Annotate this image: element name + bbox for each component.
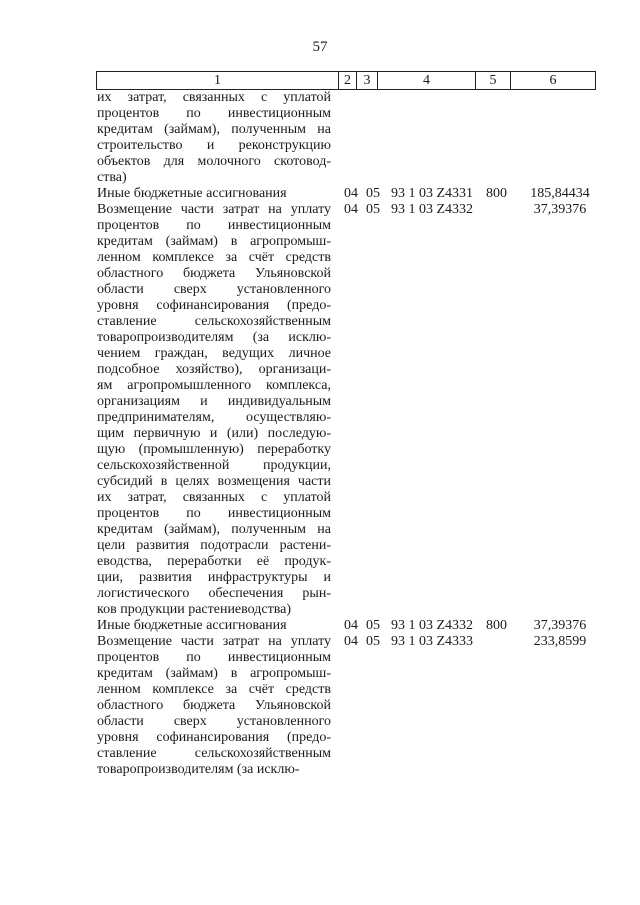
description-line: цели развития подотрасли растени- — [97, 538, 331, 553]
description-line: щим первичную и (или) последую- — [97, 426, 331, 441]
description-line: их затрат, связанных с уплатой — [97, 490, 331, 505]
description-line: еводства, переработки её продук- — [97, 554, 331, 569]
row-codes — [344, 186, 526, 202]
row-amount: 185,84434 — [530, 186, 590, 201]
row-codes — [344, 90, 526, 106]
column-header-1: 1 — [97, 72, 339, 89]
table-row — [0, 90, 640, 186]
description-line: их затрат, связанных с уплатой — [97, 90, 331, 105]
description-line: чением граждан, ведущих личное — [97, 346, 331, 361]
description-line: процентов по инвестиционным — [97, 106, 331, 121]
description-line: организациям и индивидуальным — [97, 394, 331, 409]
description-line: ства) — [97, 170, 127, 185]
table-row — [0, 634, 640, 778]
table-body — [0, 90, 640, 778]
table-row — [0, 202, 640, 618]
section-code: 04 — [344, 634, 358, 649]
description-line: процентов по инвестиционным — [97, 218, 331, 233]
table-header — [96, 71, 596, 90]
row-codes — [344, 202, 526, 218]
description-line: ленном комплексе за счёт средств — [97, 250, 331, 265]
column-header-6: 6 — [549, 73, 557, 88]
section-code: 04 — [344, 202, 358, 217]
subsection-code: 05 — [366, 202, 380, 217]
description-line: товаропроизводителям (за исклю- — [97, 330, 331, 345]
description-line: ков продукции растениеводства) — [97, 602, 292, 617]
description-line: объектов для молочного скотовод- — [97, 154, 331, 169]
row-description — [97, 186, 331, 202]
column-header-3: 3 — [357, 72, 378, 89]
section-code: 04 — [344, 186, 358, 201]
row-description — [97, 90, 331, 186]
description-line: кредитам (займам), полученным на — [97, 522, 331, 537]
table-row — [0, 618, 640, 634]
description-line: предпринимателям, осуществляю- — [97, 410, 331, 425]
description-line: ставление сельскохозяйственным — [97, 314, 331, 329]
target-article-code: 93 1 03 Z4332 — [391, 202, 474, 217]
subsection-code: 05 — [366, 618, 380, 633]
description-line: щую (промышленную) переработку — [97, 442, 331, 457]
description-line: ции, развития инфраструктуры и — [97, 570, 331, 585]
subsection-code: 05 — [366, 186, 380, 201]
description-line: областного бюджета Ульяновской — [97, 698, 331, 713]
description-line: области сверх установленного — [97, 282, 331, 297]
row-description — [97, 202, 331, 618]
row-codes — [344, 634, 526, 650]
column-header-4: 4 — [378, 72, 476, 89]
description-line: областного бюджета Ульяновской — [97, 266, 331, 281]
description-line: логистического обеспечения рын- — [97, 586, 331, 601]
expense-type-code: 800 — [486, 186, 507, 201]
row-amount: 37,39376 — [533, 202, 587, 217]
description-line: процентов по инвестиционным — [97, 650, 331, 665]
description-line: товаропроизводителям (за исклю- — [97, 762, 300, 777]
description-line: кредитам (займам) в агропромыш- — [97, 234, 331, 249]
description-line: ленном комплексе за счёт средств — [97, 682, 331, 697]
description-line: уровня софинансирования (предо- — [97, 298, 331, 313]
description-line: уровня софинансирования (предо- — [97, 730, 331, 745]
row-amount: 37,39376 — [533, 618, 587, 633]
column-header-2: 2 — [339, 72, 357, 89]
description-line: кредитам (займам) в агропромыш- — [97, 666, 331, 681]
section-code: 04 — [344, 618, 358, 633]
row-description — [97, 634, 331, 778]
description-line: Возмещение части затрат на уплату — [97, 202, 331, 217]
column-header-5: 5 — [476, 72, 511, 89]
description-line: Возмещение части затрат на уплату — [97, 634, 331, 649]
description-line: субсидий в целях возмещения части — [97, 474, 331, 489]
expense-type-code: 800 — [486, 618, 507, 633]
description-line: сельскохозяйственной продукции, — [97, 458, 331, 473]
target-article-code: 93 1 03 Z4333 — [391, 634, 474, 649]
description-line: Иные бюджетные ассигнования — [97, 618, 287, 633]
description-line: процентов по инвестиционным — [97, 506, 331, 521]
subsection-code: 05 — [366, 634, 380, 649]
description-line: Иные бюджетные ассигнования — [97, 186, 287, 201]
description-line: области сверх установленного — [97, 714, 331, 729]
table-row — [0, 186, 640, 202]
description-line: подсобное хозяйство), организаци- — [97, 362, 331, 377]
description-line: строительство и реконструкцию — [97, 138, 331, 153]
row-codes — [344, 618, 526, 634]
description-line: кредитам (займам), полученным на — [97, 122, 331, 137]
target-article-code: 93 1 03 Z4332 — [391, 618, 474, 633]
row-amount: 233,8599 — [533, 634, 587, 649]
row-description — [97, 618, 331, 634]
description-line: ям агропромышленного комплекса, — [97, 378, 331, 393]
description-line: ставление сельскохозяйственным — [97, 746, 331, 761]
target-article-code: 93 1 03 Z4331 — [391, 186, 474, 201]
page-number: 57 — [312, 39, 328, 55]
